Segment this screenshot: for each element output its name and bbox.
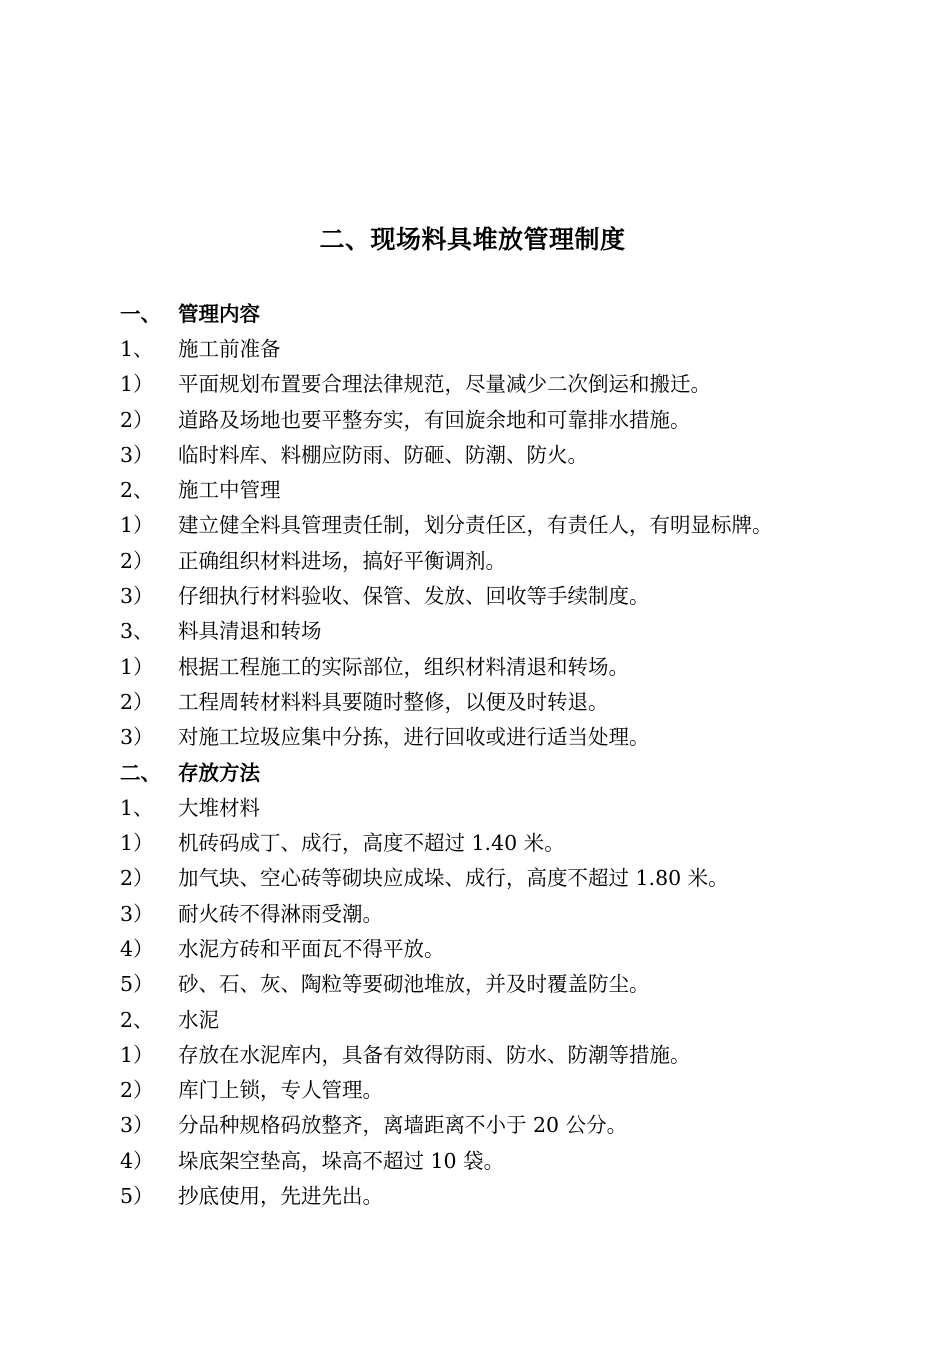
item-number: 2） (120, 548, 154, 573)
list-item (120, 329, 920, 364)
item-number: 1） (120, 372, 154, 397)
item-text: 存放方法 (178, 760, 260, 785)
list-item (120, 647, 920, 682)
list-item (120, 470, 920, 505)
item-text: 建立健全料具管理责任制，划分责任区，有责任人，有明显标牌。 (178, 513, 773, 538)
item-text: 根据工程施工的实际部位，组织材料清退和转场。 (178, 654, 629, 679)
item-number: 4） (120, 936, 154, 961)
list-item (120, 541, 920, 576)
item-number: 1、 (120, 795, 154, 820)
list-item (120, 788, 920, 823)
item-number: 2） (120, 866, 154, 891)
item-number: 3） (120, 584, 154, 609)
item-text: 分品种规格码放整齐，离墙距离不小于 20 公分。 (178, 1113, 628, 1138)
list-item (120, 929, 920, 964)
item-text: 垛底架空垫高，垛高不超过 10 袋。 (178, 1148, 505, 1173)
list-item (120, 823, 920, 858)
list-item (120, 400, 920, 435)
item-number: 3） (120, 442, 154, 467)
list-item (120, 1176, 920, 1211)
item-number: 4） (120, 1148, 154, 1173)
item-text: 道路及场地也要平整夯实，有回旋余地和可靠排水措施。 (178, 407, 691, 432)
item-number: 3） (120, 901, 154, 926)
item-text: 平面规划布置要合理法律规范，尽量减少二次倒运和搬迁。 (178, 372, 711, 397)
item-text: 水泥方砖和平面瓦不得平放。 (178, 936, 445, 961)
list-item (120, 1000, 920, 1035)
item-number: 3、 (120, 619, 154, 644)
item-number: 2） (120, 689, 154, 714)
item-number: 5） (120, 972, 154, 997)
item-number: 3） (120, 1113, 154, 1138)
item-number: 2、 (120, 478, 154, 503)
item-text: 耐火砖不得淋雨受潮。 (178, 901, 383, 926)
item-number: 二、 (120, 760, 161, 785)
item-number: 1） (120, 831, 154, 856)
item-text: 临时料库、料棚应防雨、防砸、防潮、防火。 (178, 442, 588, 467)
section-heading (120, 294, 920, 329)
item-number: 1、 (120, 336, 154, 361)
document-title: 二、现场料具堆放管理制度 (319, 225, 626, 254)
list-item (120, 1035, 920, 1070)
item-number: 2） (120, 407, 154, 432)
list-item (120, 682, 920, 717)
list-item (120, 576, 920, 611)
item-number: 1） (120, 513, 154, 538)
list-item (120, 506, 920, 541)
item-text: 施工前准备 (178, 336, 281, 361)
section-heading (120, 753, 920, 788)
list-item (120, 1071, 920, 1106)
item-text: 水泥 (178, 1007, 219, 1032)
item-text: 仔细执行材料验收、保管、发放、回收等手续制度。 (178, 584, 650, 609)
document-body (120, 294, 920, 1212)
item-text: 施工中管理 (178, 478, 281, 503)
list-item (120, 965, 920, 1000)
item-text: 工程周转材料料具要随时整修，以便及时转退。 (178, 689, 609, 714)
item-number: 一、 (120, 301, 161, 326)
item-text: 对施工垃圾应集中分拣，进行回收或进行适当处理。 (178, 725, 650, 750)
item-text: 加气块、空心砖等砌块应成垛、成行，高度不超过 1.80 米。 (178, 866, 729, 891)
item-text: 库门上锁，专人管理。 (178, 1078, 383, 1103)
item-text: 管理内容 (178, 301, 260, 326)
item-number: 2） (120, 1078, 154, 1103)
item-number: 1） (120, 654, 154, 679)
item-text: 料具清退和转场 (178, 619, 322, 644)
item-text: 存放在水泥库内，具备有效得防雨、防水、防潮等措施。 (178, 1042, 691, 1067)
item-text: 机砖码成丁、成行，高度不超过 1.40 米。 (178, 831, 565, 856)
item-number: 2、 (120, 1007, 154, 1032)
item-text: 砂、石、灰、陶粒等要砌池堆放，并及时覆盖防尘。 (178, 972, 650, 997)
list-item (120, 435, 920, 470)
item-number: 3） (120, 725, 154, 750)
list-item (120, 718, 920, 753)
item-text: 大堆材料 (178, 795, 260, 820)
list-item (120, 1106, 920, 1141)
list-item (120, 365, 920, 400)
item-text: 抄底使用，先进先出。 (178, 1184, 383, 1209)
list-item (120, 894, 920, 929)
list-item (120, 1141, 920, 1176)
list-item (120, 859, 920, 894)
item-text: 正确组织材料进场，搞好平衡调剂。 (178, 548, 506, 573)
item-number: 5） (120, 1184, 154, 1209)
list-item (120, 612, 920, 647)
item-number: 1） (120, 1042, 154, 1067)
